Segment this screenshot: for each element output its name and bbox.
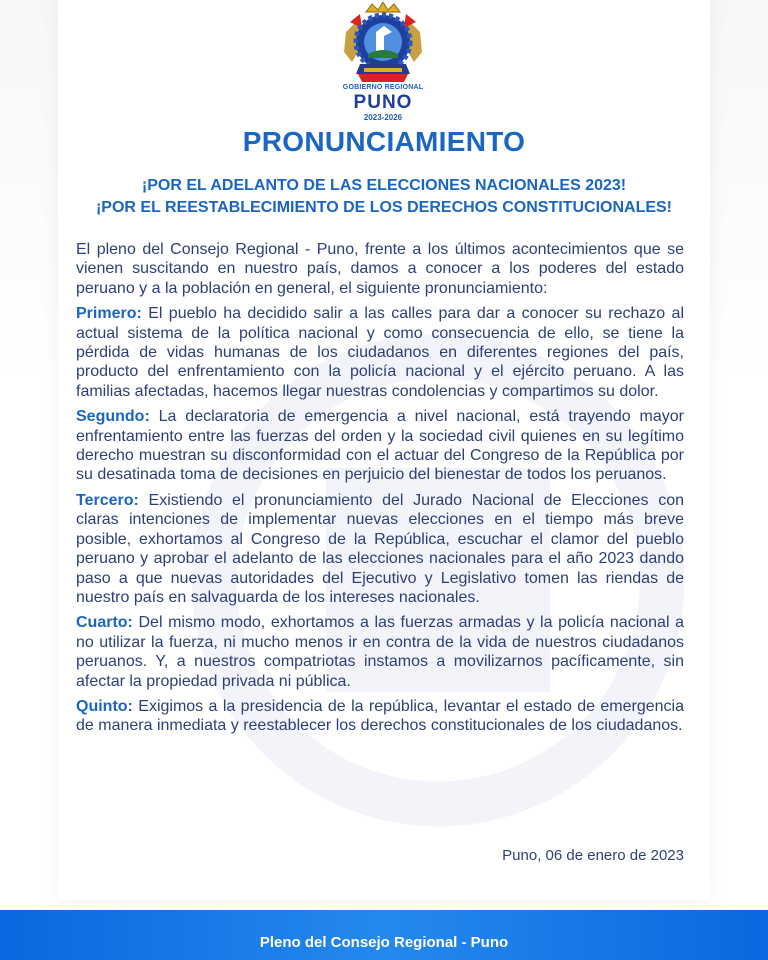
point-label: Tercero:: [76, 491, 139, 509]
document-title: PRONUNCIAMIENTO: [242, 126, 526, 157]
point-label: Primero:: [76, 305, 142, 323]
logo-text-line2: PUNO: [353, 92, 413, 113]
point-paragraph: [76, 407, 684, 485]
subtitle-rights: ¡POR EL REESTABLECIMIENTO DE LOS DERECHOS CONSTITUCIONALES!: [95, 199, 673, 216]
coat-of-arms-icon: [338, 2, 428, 86]
point-text: Del mismo modo, exhortamos a las fuerzas armadas y la policía nacional a no utilizar la fuerza, ni mucho menos ir en contra de la vida de nuestros ciudadanos peruanos. Y, a nuestros compatriotas instamos a movilizarnos pacíficamente, sin afectar la propiedad privada ni pública.: [76, 614, 684, 690]
document-date: Puno, 06 de enero de 2023: [502, 847, 684, 864]
point-label: Cuarto:: [76, 614, 133, 632]
point-label: Quinto:: [76, 697, 133, 715]
logo-text-line3: 2023-2026: [363, 113, 403, 122]
point-paragraph: [76, 613, 684, 691]
footer-text: Pleno del Consejo Regional - Puno: [259, 934, 509, 951]
point-text: La declaratoria de emergencia a nivel nacional, está trayendo mayor enfrentamiento entre las fuerzas del orden y la sociedad civil quienes en su legítimo derecho muestran su disconformidad con el actuar del Congreso de la República por su desatinada toma de decisiones en perjuicio del bienestar de todos los peruanos.: [76, 408, 684, 484]
footer-bar: [0, 910, 768, 960]
subtitle-elections: ¡POR EL ADELANTO DE LAS ELECCIONES NACIONALES 2023!: [141, 177, 627, 194]
point-paragraph: [76, 304, 684, 401]
document-body: [76, 240, 684, 742]
logo-text-line1: GOBIERNO REGIONAL: [342, 84, 424, 91]
point-paragraph: [76, 697, 684, 736]
point-text: El pueblo ha decidido salir a las calles para dar a conocer su rechazo al actual sistema de la política nacional y como consecuencia de ello, se tiene la pérdida de vidas humanas de los ciudadanos en diferentes regiones del país, producto del enfrentamiento con la policía nacional y el ejército peruano. A las familias afectadas, hacemos llegar nuestras condolencias y compartimos su dolor.: [76, 305, 684, 400]
point-label: Segundo:: [76, 408, 150, 426]
intro-paragraph: El pleno del Consejo Regional - Puno, frente a los últimos acontecimientos que se vienen suscitando en nuestro país, damos a conocer a los poderes del estado peruano y a la población en general, el siguiente pronunciamiento:: [76, 241, 684, 297]
point-text: Existiendo el pronunciamiento del Jurado Nacional de Elecciones con claras intenciones de implementar nuevas elecciones en el tiempo más breve posible, exhortamos al Congreso de la República, escuchar el clamor del pueblo peruano y aprobar el adelanto de las elecciones nacionales para el año 2023 dando paso a que nuevas autoridades del Ejecutivo y Legislativo tomen las riendas de nuestro país en salvaguarda de los intereses nacionales.: [76, 491, 684, 606]
regional-government-logo: [338, 2, 428, 127]
point-paragraph: [76, 491, 684, 607]
point-text: Exigimos a la presidencia de la república, levantar el estado de emergencia de manera inmediata y reestablecer los derechos constitucionales de los ciudadanos.: [76, 697, 684, 735]
